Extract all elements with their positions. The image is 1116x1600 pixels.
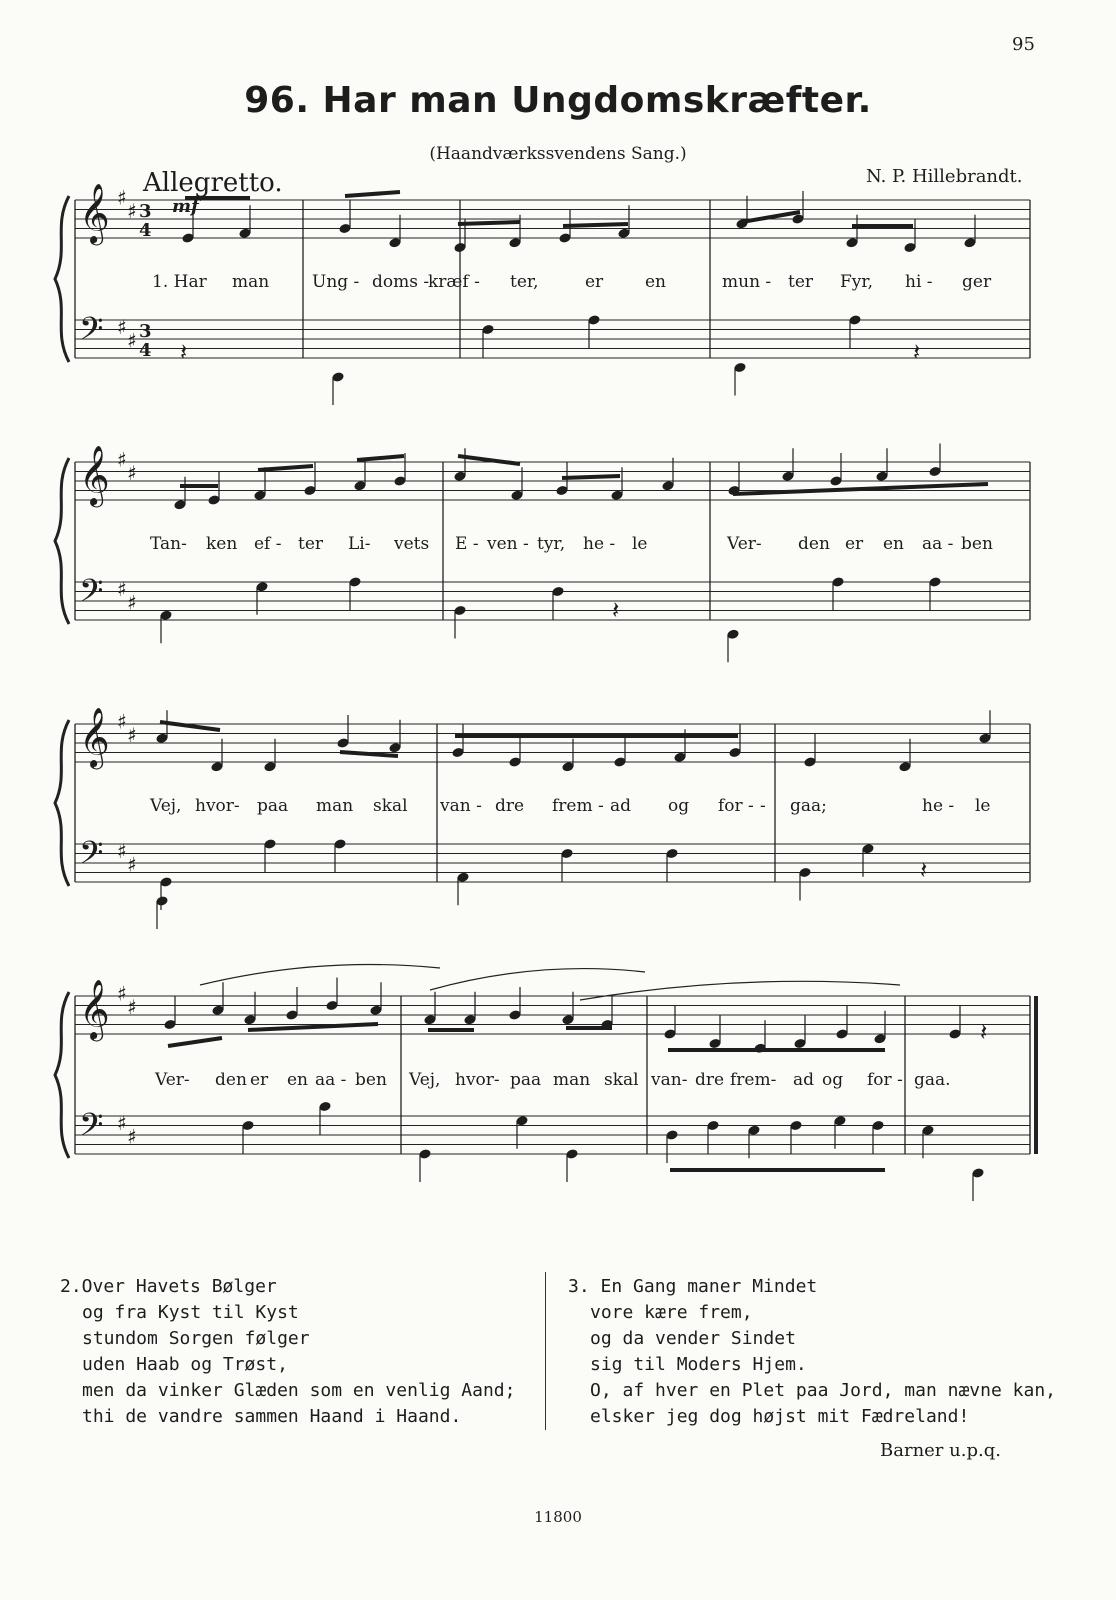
lyric-syllable: frem- <box>730 1070 777 1090</box>
lyric-syllable: Ver- <box>727 534 762 554</box>
lyric-syllable: man <box>316 796 354 816</box>
bass-clef-icon: 𝄢 <box>79 834 104 879</box>
lyric-syllable: doms - <box>372 272 430 292</box>
beam <box>160 722 220 730</box>
lyric-syllable: ben <box>355 1070 387 1090</box>
beam <box>733 484 988 494</box>
quarter-rest-icon: 𝄽 <box>180 338 188 366</box>
lyric-syllable: ter, <box>510 272 539 292</box>
beam <box>168 1038 222 1046</box>
song-title: 96. Har man Ungdomskræfter. <box>244 80 872 121</box>
lyric-syllable: Ver- <box>155 1070 190 1090</box>
verse-divider <box>545 1272 546 1430</box>
beam <box>345 192 400 196</box>
beam <box>563 224 628 226</box>
verse-2-line: stundom Sorgen følger <box>82 1328 310 1349</box>
sharp-icon: ♯ <box>127 995 137 1020</box>
song-subtitle: (Haandværkssvendens Sang.) <box>429 144 687 164</box>
quarter-rest-icon: 𝄽 <box>920 856 928 884</box>
verse-2-line: men da vinker Glæden som en venlig Aand; <box>82 1380 516 1401</box>
lyric-syllable: en <box>645 272 667 292</box>
lyric-syllable: tyr, <box>537 534 566 554</box>
brace <box>55 458 69 624</box>
lyric-syllable: skal <box>604 1070 639 1090</box>
verse-3 <box>568 1274 1056 1430</box>
lyric-syllable: dre <box>695 1070 725 1090</box>
slur <box>580 981 900 1000</box>
quarter-rest-icon: 𝄽 <box>913 338 921 366</box>
lyric-syllable: he - <box>922 796 955 816</box>
lyric-syllable: kræf - <box>428 272 480 292</box>
lyric-syllable: Fyr, <box>840 272 874 292</box>
verse-3-line: vore kære frem, <box>590 1302 753 1323</box>
beam <box>742 212 800 222</box>
time-signature-numerator: 3 <box>139 321 152 343</box>
beam <box>357 456 404 460</box>
lyric-syllable: er <box>845 534 864 554</box>
sharp-icon: ♯ <box>127 1124 137 1149</box>
quarter-rest-icon: 𝄽 <box>612 596 620 624</box>
sharp-icon: ♯ <box>117 1110 127 1135</box>
sharp-icon: ♯ <box>117 447 127 472</box>
lyric-syllable: for - <box>867 1070 903 1090</box>
beam <box>258 466 313 470</box>
slur <box>430 969 645 990</box>
lyric-syllable: gaa. <box>914 1070 951 1090</box>
lyric-syllable: Vej, <box>150 796 182 816</box>
bass-clef-icon: 𝄢 <box>79 310 104 355</box>
time-signature-numerator: 3 <box>139 201 152 223</box>
lyric-syllable: Li- <box>348 534 371 554</box>
sharp-icon: ♯ <box>127 461 137 486</box>
verse-2-line: og fra Kyst til Kyst <box>82 1302 299 1323</box>
sharp-icon: ♯ <box>117 981 127 1006</box>
lyric-syllable: hvor- <box>455 1070 500 1090</box>
lyric-syllable: - <box>760 796 766 816</box>
sharp-icon: ♯ <box>117 838 127 863</box>
sharp-icon: ♯ <box>127 328 137 353</box>
lyric-syllable: dre <box>495 796 525 816</box>
verse-3-line: 3. En Gang maner Mindet <box>568 1276 818 1297</box>
brace <box>55 196 69 362</box>
lyric-syllable: mun - <box>722 272 772 292</box>
verse-2-line: thi de vandre sammen Haand i Haand. <box>82 1406 462 1427</box>
lyric-syllable: for - <box>718 796 754 816</box>
lyric-syllable: en <box>287 1070 309 1090</box>
beam <box>458 222 520 224</box>
lyric-syllable: den <box>798 534 830 554</box>
lyric-syllable: man <box>232 272 270 292</box>
lyric-syllable: van - <box>440 796 482 816</box>
lyric-syllable: er <box>585 272 604 292</box>
lyric-syllable: ad <box>793 1070 815 1090</box>
treble-clef-icon: 𝄞 <box>79 445 110 506</box>
sharp-icon: ♯ <box>117 314 127 339</box>
lyric-syllable: aa - <box>922 534 954 554</box>
lyric-syllable: Vej, <box>409 1070 441 1090</box>
quarter-rest-icon: 𝄽 <box>980 1018 988 1046</box>
lyric-syllable: og <box>822 1070 844 1090</box>
lyric-syllable: man <box>553 1070 591 1090</box>
lyric-syllable: frem - <box>552 796 604 816</box>
lyric-syllable: ken <box>206 534 238 554</box>
verse-2-line: uden Haab og Trøst, <box>82 1354 288 1375</box>
lyric-syllable: paa <box>257 796 289 816</box>
sharp-icon: ♯ <box>127 590 137 615</box>
verse-3-line: elsker jeg dog højst mit Fædreland! <box>590 1406 970 1427</box>
time-signature-denominator: 4 <box>139 340 152 362</box>
verse-3-line: og da vender Sindet <box>590 1328 796 1349</box>
slur <box>200 964 440 985</box>
lyric-syllable: ben <box>961 534 993 554</box>
brace <box>55 720 69 886</box>
bass-clef-icon: 𝄢 <box>79 1106 104 1151</box>
lyric-syllable: hvor- <box>195 796 240 816</box>
plate-number: 11800 <box>534 1508 582 1526</box>
lyric-syllable: ter <box>298 534 324 554</box>
lyric-syllable: gaa; <box>790 796 827 816</box>
lyric-syllable: ter <box>788 272 814 292</box>
lyric-syllable: og <box>668 796 690 816</box>
lyric-syllable: en <box>883 534 905 554</box>
tempo-marking: Allegretto. <box>143 168 283 198</box>
treble-clef-icon: 𝄞 <box>79 183 110 244</box>
verse-3-line: sig til Moders Hjem. <box>590 1354 807 1375</box>
sharp-icon: ♯ <box>117 709 127 734</box>
sharp-icon: ♯ <box>117 185 127 210</box>
treble-clef-icon: 𝄞 <box>79 707 110 768</box>
signature: Barner u.p.q. <box>880 1440 1001 1461</box>
sharp-icon: ♯ <box>117 576 127 601</box>
lyric-syllable: van- <box>651 1070 688 1090</box>
verse-3-line: O, af hver en Plet paa Jord, man nævne kan, <box>590 1380 1056 1401</box>
lyric-syllable: ef - <box>254 534 282 554</box>
page-number: 95 <box>1012 34 1035 55</box>
lyric-syllable: skal <box>373 796 408 816</box>
lyric-syllable: le <box>632 534 648 554</box>
lyric-syllable: aa - <box>315 1070 347 1090</box>
treble-clef-icon: 𝄞 <box>79 979 110 1040</box>
lyric-syllable: Ung - <box>312 272 360 292</box>
lyric-syllable: er <box>250 1070 269 1090</box>
lyric-syllable: den <box>215 1070 247 1090</box>
brace <box>55 992 69 1158</box>
verse-2-line: 2.Over Havets Bølger <box>60 1276 277 1297</box>
lyric-syllable: he - <box>583 534 616 554</box>
lyric-syllable: ven - <box>487 534 529 554</box>
lyric-syllable: hi - <box>905 272 933 292</box>
beam <box>458 456 520 464</box>
lyric-syllable: ger <box>962 272 992 292</box>
sharp-icon: ♯ <box>127 199 137 224</box>
sharp-icon: ♯ <box>127 723 137 748</box>
beam <box>562 476 620 478</box>
lyric-syllable: ad <box>610 796 632 816</box>
lyric-syllable: paa <box>510 1070 542 1090</box>
lyric-syllable: Tan- <box>150 534 187 554</box>
lyric-syllable: E - <box>455 534 479 554</box>
lyric-syllable: le <box>975 796 991 816</box>
composer: N. P. Hillebrandt. <box>866 166 1023 187</box>
lyric-syllable: 1. Har <box>152 272 207 292</box>
verse-2 <box>60 1274 515 1430</box>
sharp-icon: ♯ <box>127 852 137 877</box>
dynamic-marking: mf <box>172 196 199 217</box>
bass-clef-icon: 𝄢 <box>79 572 104 617</box>
time-signature-denominator: 4 <box>139 220 152 242</box>
lyric-syllable: vets <box>394 534 430 554</box>
